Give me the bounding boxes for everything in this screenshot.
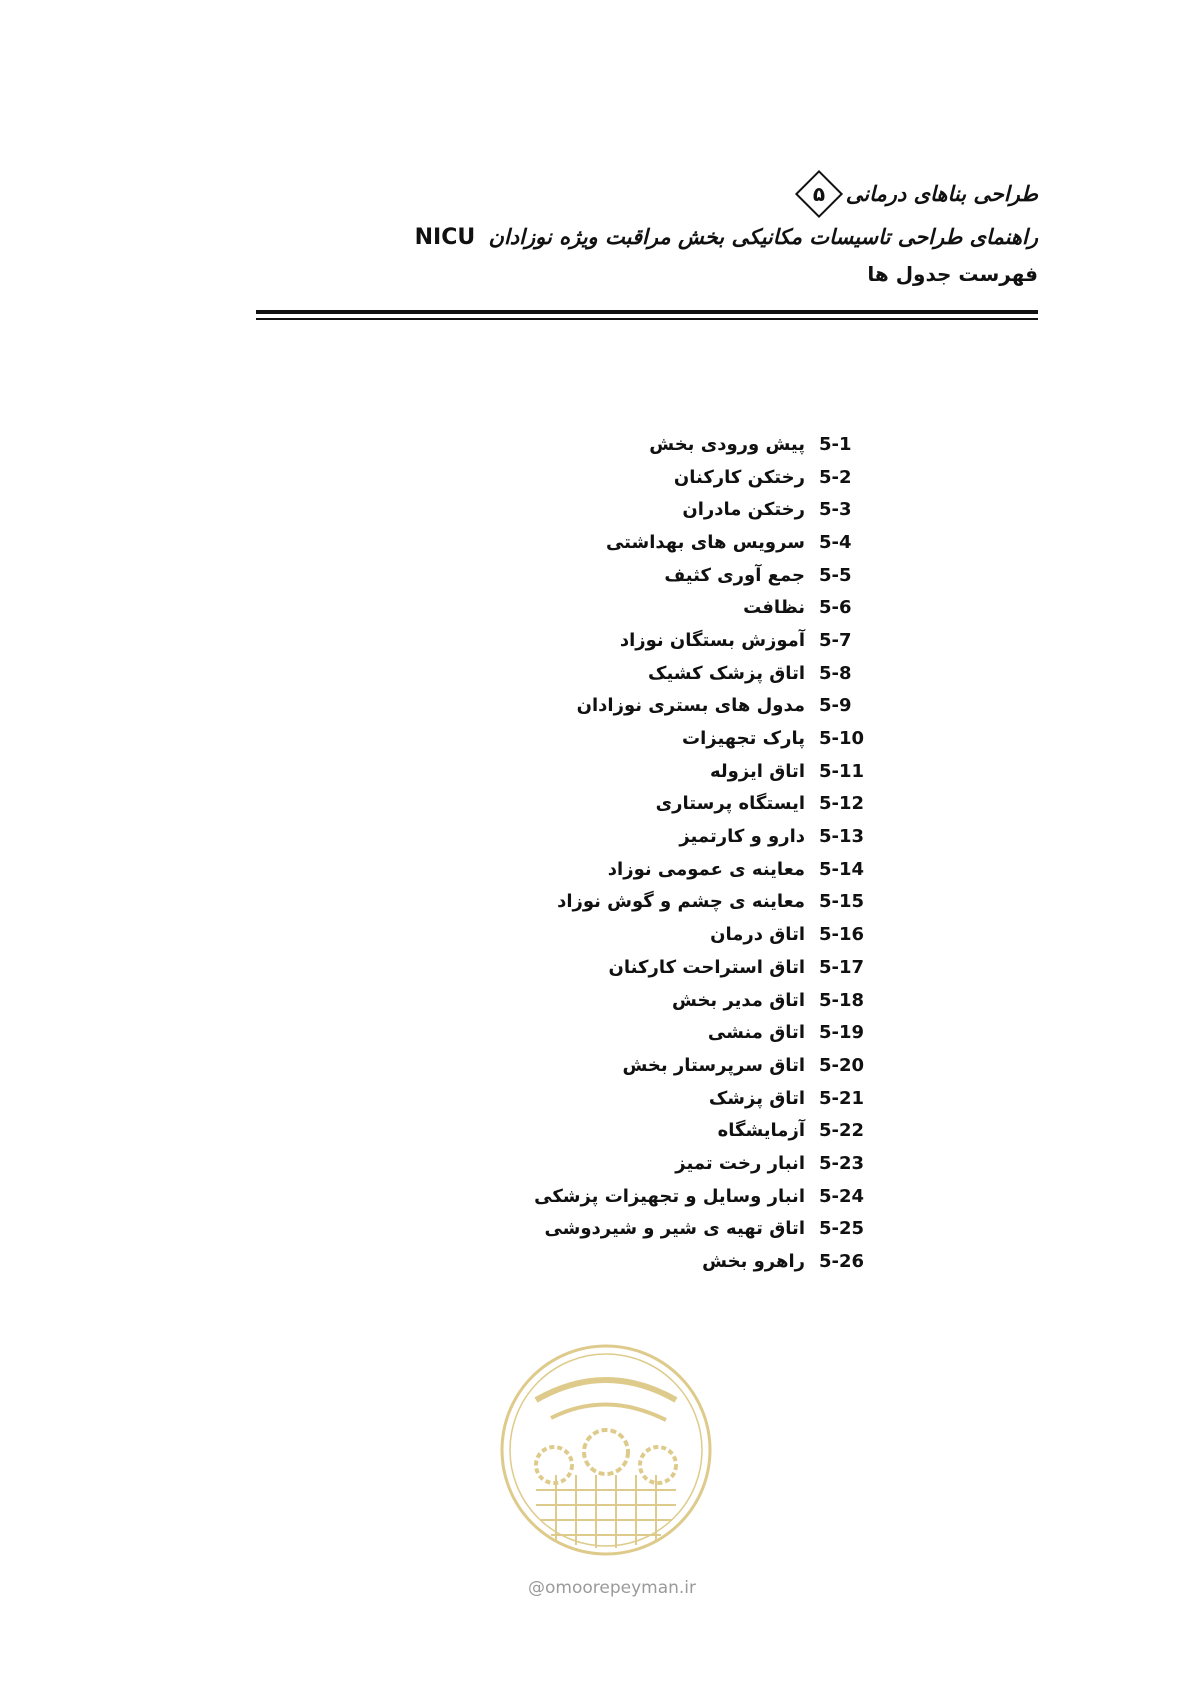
table-list-item [534,853,897,886]
table-number: 5-1 [819,433,852,455]
table-title: اتاق استراحت کارکنان [608,956,805,978]
table-title: اتاق ایزوله [709,760,805,782]
table-title: پارک تجهیزات [682,728,805,750]
table-list-item [534,428,897,461]
table-title: دارو و کارتمیز [679,826,805,848]
table-number: 5-11 [819,760,865,782]
watermark-logo [496,1340,716,1580]
table-number: 5-19 [819,1022,865,1044]
guide-title-text: راهنمای طراحی تاسیسات مکانیکی بخش مراقبت ویژه نوزادان [488,225,1038,249]
series-title: طراحی بناهای درمانی [845,182,1038,206]
table-number: 5-24 [819,1185,865,1207]
guide-title [338,220,1038,254]
table-list-item [534,820,897,853]
table-number: 5-9 [819,695,852,717]
table-title: انبار وسایل و تجهیزات پزشکی [534,1185,805,1207]
header-rule-thick [256,310,1038,314]
chapter-badge [795,170,843,218]
table-title: اتاق تهیه ی شیر و شیردوشی [544,1218,805,1240]
table-title: معاینه ی عمومی نوزاد [607,858,805,880]
table-number: 5-12 [819,793,865,815]
table-number: 5-6 [819,597,852,619]
table-list-item [534,984,897,1017]
table-number: 5-14 [819,858,865,880]
guide-acronym: NICU [414,225,476,250]
table-list-item [534,624,897,657]
table-number: 5-26 [819,1251,865,1273]
table-title: آموزش بستگان نوزاد [619,629,805,651]
table-list-item [534,1114,897,1147]
table-number: 5-18 [819,989,865,1011]
table-list-item [534,1049,897,1082]
table-number: 5-13 [819,826,865,848]
table-title: اتاق پزشک کشیک [648,662,805,684]
table-number: 5-25 [819,1218,865,1240]
table-list-item [534,886,897,919]
document-header [338,172,1038,290]
table-title: پیش ورودی بخش [649,433,805,455]
table-list [534,428,897,1278]
table-number: 5-8 [819,662,852,684]
table-title: نظافت [743,597,805,619]
table-number: 5-20 [819,1054,865,1076]
chapter-number: ۵ [812,182,825,206]
table-title: مدول های بستری نوزادان [576,695,805,717]
table-number: 5-10 [819,728,865,750]
table-number: 5-4 [819,531,852,553]
table-title: ایستگاه پرستاری [655,793,805,815]
table-title: رختکن کارکنان [673,466,805,488]
table-list-item [534,918,897,951]
series-line [338,172,1038,216]
table-number: 5-16 [819,924,865,946]
table-title: اتاق منشی [707,1022,805,1044]
table-title: معاینه ی چشم و گوش نوزاد [557,891,805,913]
table-number: 5-7 [819,629,852,651]
table-list-item [534,1213,897,1246]
table-list-item [534,1016,897,1049]
table-title: اتاق سرپرستار بخش [622,1054,805,1076]
table-title: اتاق درمان [710,924,805,946]
table-title: جمع آوری کثیف [664,564,805,586]
table-list-item [534,690,897,723]
header-rule-thin [256,318,1038,320]
table-title: اتاق مدیر بخش [672,989,805,1011]
table-list-item [534,1245,897,1278]
table-list-item [534,1082,897,1115]
table-list-item [534,591,897,624]
watermark-site: @omoorepeyman.ir [527,1578,697,1598]
table-list-item [534,493,897,526]
table-list-item [534,951,897,984]
table-title: آزمایشگاه [717,1120,805,1142]
table-title: اتاق پزشک [708,1087,805,1109]
table-list-item [534,526,897,559]
table-number: 5-21 [819,1087,865,1109]
table-list-item [534,1180,897,1213]
table-list-item [534,722,897,755]
table-number: 5-22 [819,1120,865,1142]
table-list-item [534,657,897,690]
table-number: 5-15 [819,891,865,913]
table-number: 5-2 [819,466,852,488]
table-number: 5-3 [819,499,852,521]
table-list-item [534,788,897,821]
table-title: راهرو بخش [702,1251,805,1273]
table-number: 5-5 [819,564,852,586]
table-list-item [534,559,897,592]
table-list-item [534,755,897,788]
table-number: 5-23 [819,1152,865,1174]
list-title: فهرست جدول ها [867,262,1038,286]
table-list-item [534,1147,897,1180]
table-title: انبار رخت تمیز [675,1152,805,1174]
table-title: رختکن مادران [682,499,805,521]
table-list-item [534,461,897,494]
table-title: سرویس های بهداشتی [605,531,805,553]
table-number: 5-17 [819,956,865,978]
